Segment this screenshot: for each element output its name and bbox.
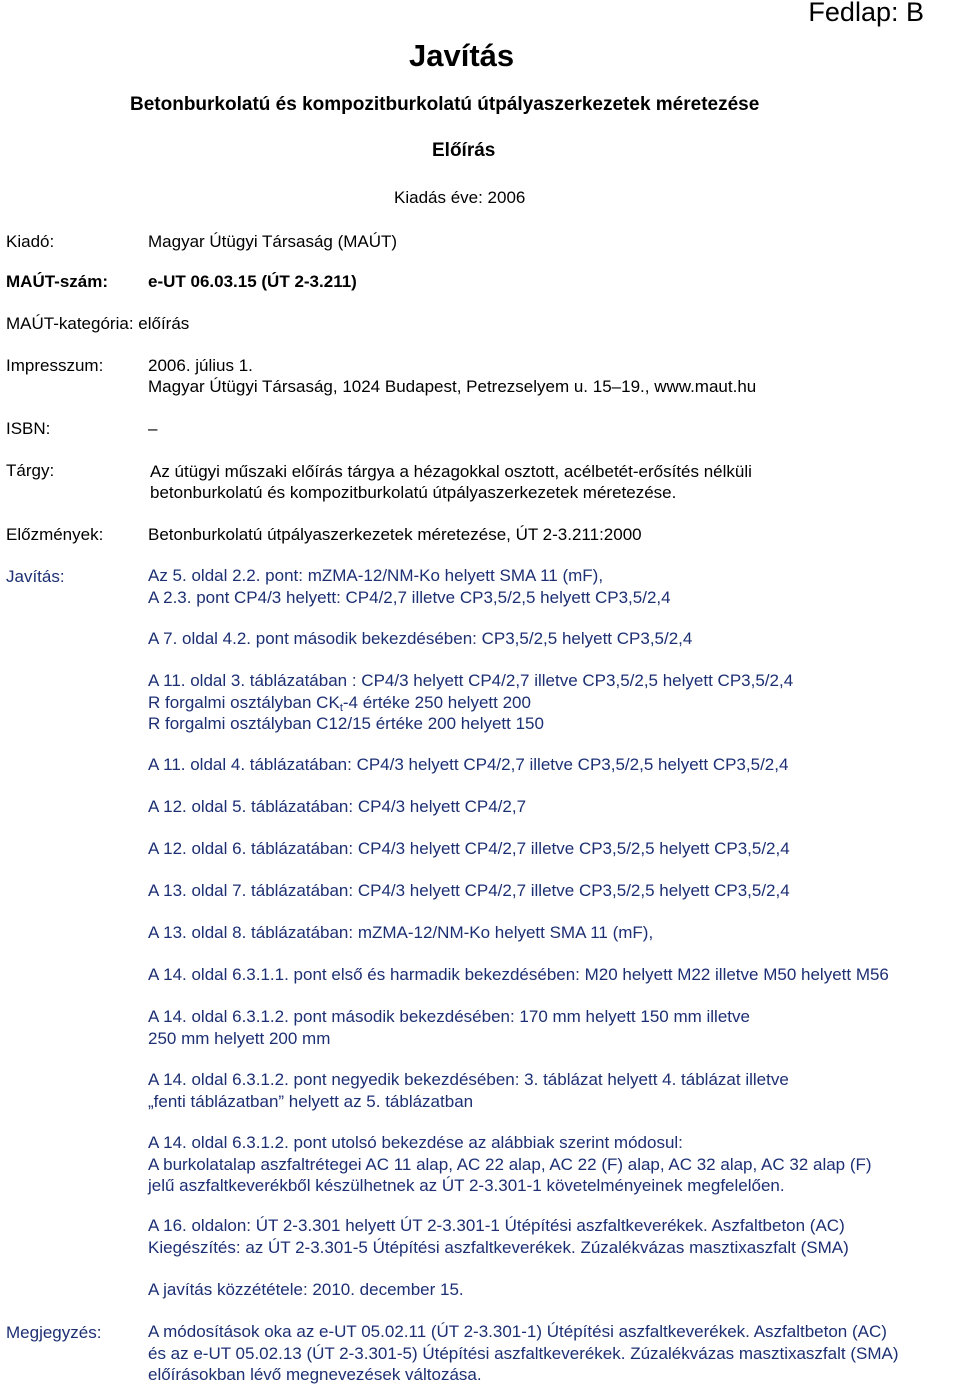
document-title: Javítás xyxy=(409,38,515,73)
imprint-label: Impresszum: xyxy=(6,356,104,375)
correction-line: „fenti táblázatban” helyett az 5. táblázatban xyxy=(148,1091,474,1111)
correction-line: A burkolatalap aszfaltrétegei AC 11 alap, AC 22 alap, AC 22 (F) alap, AC 32 alap, AC 32 alap (F) xyxy=(148,1154,872,1174)
corrections-label: Javítás: xyxy=(6,567,65,586)
correction-line: R forgalmi osztályban C12/15 értéke 200 helyett 150 xyxy=(148,714,544,733)
correction-block xyxy=(148,838,790,860)
publisher-value: Magyar Útügyi Társaság (MAÚT) xyxy=(148,232,398,251)
correction-block xyxy=(148,1215,849,1258)
subject-label: Tárgy: xyxy=(6,461,55,480)
correction-line: A 14. oldal 6.3.1.2. pont második bekezdésében: 170 mm helyett 150 mm illetve xyxy=(148,1007,750,1026)
ck-text: -4 értéke 250 helyett 200 xyxy=(342,692,531,712)
imprint-date: 2006. július 1. xyxy=(148,356,253,375)
imprint-address: Magyar Útügyi Társaság, 1024 Budapest, Petrezselyem u. 15–19., www.maut.hu xyxy=(148,377,757,396)
correction-line: A 2.3. pont CP4/3 helyett: CP4/2,7 illetve CP3,5/2,5 helyett CP3,5/2,4 xyxy=(148,587,671,607)
subject-line-1: Az útügyi műszaki előírás tárgya a hézagokkal osztott, acélbetét-erősítés nélküli xyxy=(150,462,752,481)
maut-category: MAÚT-kategória: előírás xyxy=(6,314,190,333)
correction-block xyxy=(148,880,790,902)
correction-line: A 13. oldal 8. táblázatában: mZMA-12/NM-Ko helyett SMA 11 (mF), xyxy=(148,923,654,942)
correction-line: A 11. oldal 4. táblázatában: CP4/3 helyett CP4/2,7 illetve CP3,5/2,5 helyett CP3,5/2,4 xyxy=(148,755,789,774)
sheet-label: Fedlap: B xyxy=(808,0,924,27)
correction-line: A 11. oldal 3. táblázatában : CP4/3 helyett CP4/2,7 illetve CP3,5/2,5 helyett CP3,5/2,4 xyxy=(148,671,794,690)
maut-number-label: MAÚT-szám: xyxy=(6,272,109,291)
maut-number-value: e-UT 06.03.15 (ÚT 2-3.211) xyxy=(148,272,357,291)
correction-line: jelű aszfaltkeverékből készülhetnek az ÚT 2-3.301-1 követelményeinek megfelelően. xyxy=(148,1176,785,1195)
correction-line: A 12. oldal 6. táblázatában: CP4/3 helyett CP4/2,7 illetve CP3,5/2,5 helyett CP3,5/2,4 xyxy=(148,839,790,858)
correction-block xyxy=(148,754,788,776)
ck-text: R forgalmi osztályban CK xyxy=(148,692,340,712)
antecedents-label: Előzmények: xyxy=(6,525,104,544)
correction-block xyxy=(148,796,526,818)
correction-line: A 14. oldal 6.3.1.2. pont negyedik bekezdésében: 3. táblázat helyett 4. táblázat illetve xyxy=(148,1070,789,1089)
publisher-label: Kiadó: xyxy=(6,232,55,251)
note-line: és az e-UT 05.02.13 (ÚT 2-3.301-5) Útépítési aszfaltkeverékek. Zúzalékvázas masztixaszfalt (SMA) xyxy=(148,1343,899,1363)
correction-line: A javítás közzététele: 2010. december 15. xyxy=(148,1280,464,1299)
correction-block xyxy=(148,1132,872,1197)
issue-year: Kiadás éve: 2006 xyxy=(394,188,526,207)
isbn-value: – xyxy=(148,419,158,438)
document-subtitle: Betonburkolatú és kompozitburkolatú útpályaszerkezetek méretezése xyxy=(130,94,760,115)
correction-line: Az 5. oldal 2.2. pont: mZMA-12/NM-Ko helyett SMA 11 (mF), xyxy=(148,566,604,585)
isbn-label: ISBN: xyxy=(6,419,51,438)
note-line: előírásokban lévő megnevezések változása. xyxy=(148,1365,482,1384)
note-label: Megjegyzés: xyxy=(6,1323,102,1342)
correction-block xyxy=(148,1006,750,1049)
correction-line: A 7. oldal 4.2. pont második bekezdésében: CP3,5/2,5 helyett CP3,5/2,4 xyxy=(148,629,693,648)
correction-line: 250 mm helyett 200 mm xyxy=(148,1028,331,1048)
correction-line xyxy=(148,692,793,714)
correction-block xyxy=(148,565,671,608)
correction-line: Kiegészítés: az ÚT 2-3.301-5 Útépítési aszfaltkeverékek. Zúzalékvázas masztixaszfalt (SMA) xyxy=(148,1237,849,1257)
document-type: Előírás xyxy=(432,140,496,161)
subject-line-2: betonburkolatú és kompozitburkolatú útpályaszerkezetek méretezése. xyxy=(150,483,677,502)
antecedents-value: Betonburkolatú útpályaszerkezetek méretezése, ÚT 2-3.211:2000 xyxy=(148,525,642,544)
correction-block xyxy=(148,628,692,650)
note-line: A módosítások oka az e-UT 05.02.11 (ÚT 2-3.301-1) Útépítési aszfaltkeverékek. Aszfaltbeton (AC) xyxy=(148,1322,887,1341)
correction-block xyxy=(148,1279,464,1301)
correction-block xyxy=(148,670,793,735)
correction-line: A 14. oldal 6.3.1.2. pont utolsó bekezdése az alábbiak szerint módosul: xyxy=(148,1133,683,1152)
correction-line: A 16. oldalon: ÚT 2-3.301 helyett ÚT 2-3.301-1 Útépítési aszfaltkeverékek. Aszfaltbeton (AC) xyxy=(148,1216,845,1235)
ck-subscript: t xyxy=(339,701,343,714)
correction-block xyxy=(148,1069,789,1112)
correction-line: A 14. oldal 6.3.1.1. pont első és harmadik bekezdésében: M20 helyett M22 illetve M50 helyett M56 xyxy=(148,965,889,984)
correction-block xyxy=(148,964,889,986)
correction-block xyxy=(148,922,653,944)
correction-line: A 13. oldal 7. táblázatában: CP4/3 helyett CP4/2,7 illetve CP3,5/2,5 helyett CP3,5/2,4 xyxy=(148,881,790,900)
note-block xyxy=(148,1321,899,1386)
correction-line: A 12. oldal 5. táblázatában: CP4/3 helyett CP4/2,7 xyxy=(148,797,527,816)
